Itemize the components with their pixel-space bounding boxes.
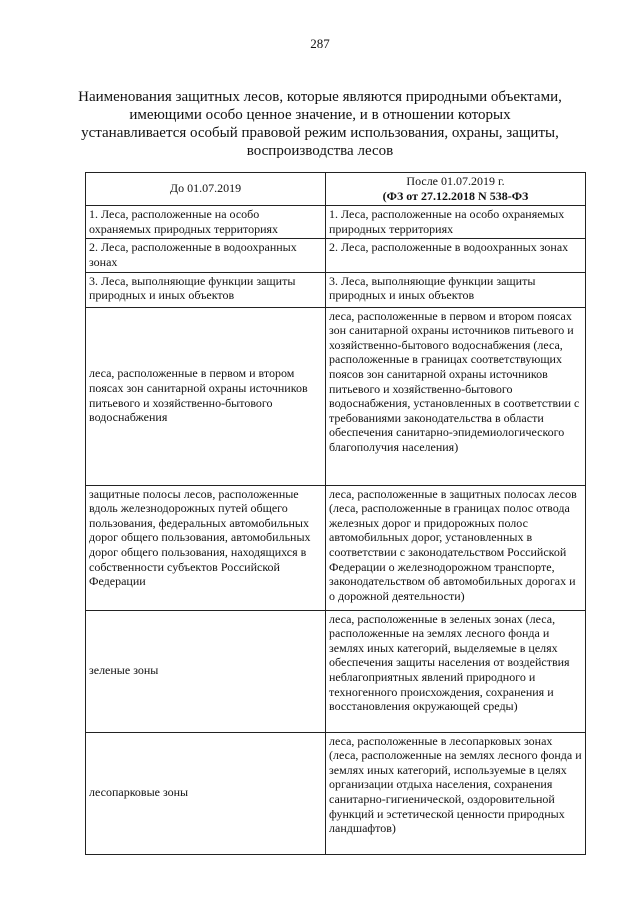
table-row [86, 732, 586, 854]
cell-before: 2. Леса, расположенные в водоохранных зонах [86, 239, 326, 272]
page-number: 287 [310, 36, 330, 51]
cell-before: защитные полосы лесов, расположенные вдоль железнодорожных путей общего пользования, федеральных автомобильных дорог общего пользования, автомобильных дорог общего пользования, находящихся в собственности субъектов Российской Федерации [86, 485, 326, 610]
title-line-3: устанавливается особый правовой режим использования, охраны, защиты, [81, 125, 559, 141]
table-row [86, 307, 586, 485]
cell-before: лесопарковые зоны [86, 732, 326, 854]
cell-after: леса, расположенные в зеленых зонах (леса, расположенные на землях лесного фонда и землях иных категорий, выделяемые в целях обеспечения защиты населения от воздействия неблагоприятных явлений природного и техногенного происхождения, сохранения и восстановления окружающей среды) [326, 610, 586, 732]
cell-after: леса, расположенные в лесопарковых зонах (леса, расположенные на землях лесного фонда и землях иных категорий, используемые в целях организации отдыха населения, сохранения санитарно-гигиенической, оздоровительной функций и эстетической ценности природных ландшафтов) [326, 732, 586, 854]
forest-categories-table [85, 172, 586, 855]
document-title [70, 88, 570, 160]
cell-before: зеленые зоны [86, 610, 326, 732]
header-after-law: (ФЗ от 27.12.2018 N 538-ФЗ [382, 188, 529, 203]
table-row [86, 485, 586, 610]
title-line-1: Наименования защитных лесов, которые являются природными объектами, [78, 89, 562, 105]
table-header-row [86, 173, 586, 206]
cell-after: леса, расположенные в первом и втором поясах зон санитарной охраны источников питьевого и хозяйственно-бытового водоснабжения (леса, расположенные в границах соответствующих поясов зон санитарной охраны источников питьевого и хозяйственно-бытового водоснабжения, установленных в соответствии с требованиями законодательства в области обеспечения санитарно-эпидемиологического благополучия населения) [326, 307, 586, 485]
cell-before: 1. Леса, расположенные на особо охраняемых природных территориях [86, 206, 326, 239]
table-row [86, 610, 586, 732]
table-row [86, 272, 586, 307]
cell-after: 1. Леса, расположенные на особо охраняемых природных территориях [326, 206, 586, 239]
header-after-date: После 01.07.2019 г. [406, 174, 505, 188]
cell-after: 2. Леса, расположенные в водоохранных зонах [326, 239, 586, 272]
title-line-2: имеющими особо ценное значение, и в отношении которых [129, 107, 511, 123]
cell-before: 3. Леса, выполняющие функции защиты природных и иных объектов [86, 272, 326, 307]
cell-before: леса, расположенные в первом и втором поясах зон санитарной охраны источников питьевого и хозяйственно-бытового водоснабжения [86, 307, 326, 485]
cell-after: 3. Леса, выполняющие функции защиты природных и иных объектов [326, 272, 586, 307]
header-after [326, 173, 586, 206]
title-line-4: воспроизводства лесов [246, 143, 394, 159]
table-row [86, 206, 586, 239]
header-before: До 01.07.2019 [86, 173, 326, 206]
table-row [86, 239, 586, 272]
cell-after: леса, расположенные в защитных полосах лесов (леса, расположенные в границах полос отвода железных дорог и придорожных полос автомобильных дорог, установленных в соответствии с законодательством Российской Федерации о железнодорожном транспорте, законодательством об автомобильных дорогах и о дорожной деятельности) [326, 485, 586, 610]
